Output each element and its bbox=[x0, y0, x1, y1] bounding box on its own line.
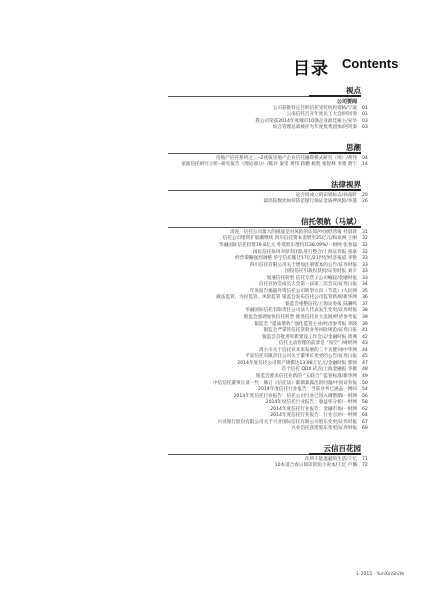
entry-page-number: 49 bbox=[362, 373, 368, 379]
entry-page-number: 69 bbox=[362, 426, 368, 432]
entry-page-number: 32 bbox=[362, 243, 368, 249]
entry-page-number: 32 bbox=[362, 249, 368, 255]
entry-page-number: 14 bbox=[362, 162, 368, 168]
entry-title: 信托业协会成员大会第一届第三次会议/证券日报 bbox=[258, 282, 357, 288]
entry-title: 公司获批特定目的信托受托机构资格/宁波 bbox=[272, 105, 357, 111]
entry-page-number: 01 bbox=[362, 105, 368, 111]
entry-page-number: 31 bbox=[362, 229, 368, 235]
entry-page-number: 26 bbox=[362, 199, 368, 205]
entry-page-number: 33 bbox=[362, 262, 368, 268]
entry-title: 你所不能逃避的生活/王忆 bbox=[304, 456, 357, 462]
entry-title: 综合管理总部被评为年度优秀团体/阿风奏 bbox=[272, 125, 357, 131]
entry-page-number: 72 bbox=[362, 463, 368, 469]
entry-title: 做法监管，为民监管，风险监管 银监会发布信托公司监管新规/新华网 bbox=[216, 295, 357, 301]
entry-page-number: 44 bbox=[362, 347, 368, 353]
entry-page-number: 41 bbox=[362, 328, 368, 334]
entry-title: 银监会重整信托/上海证券报 陆澜鸣 bbox=[285, 301, 357, 307]
entry-page-number: 54 bbox=[362, 387, 368, 393]
page-footer: 1-2015 · YunXinShiYe bbox=[356, 572, 405, 577]
toc-section bbox=[0, 217, 433, 433]
toc-header bbox=[0, 50, 433, 80]
entry-title: 最高院数处如何防范银行保证金质押风险/李蔓 bbox=[263, 199, 357, 205]
entry-page-number: 64 bbox=[362, 413, 368, 419]
entry-title: 10本适合春日阅读的短小说本/王忆 卢璐 bbox=[274, 463, 357, 469]
entry-page-number: 56 bbox=[362, 393, 368, 399]
entry-page-number: 45 bbox=[362, 354, 368, 360]
entry-page-number: 33 bbox=[362, 269, 368, 275]
entry-title: 周小川关于信托业未来发展的三个关键词/中华网 bbox=[258, 347, 357, 353]
entry-title: 2014年度信托行业报告：金融市场/一财网 bbox=[270, 406, 357, 412]
entry-title: 四川信托有限公司关于增加注册资本的公告/证券时报 bbox=[249, 262, 357, 268]
section-title: 云信百花园 bbox=[323, 443, 361, 453]
title-english: Contents bbox=[342, 56, 399, 71]
entry-title: 2014年度信托行业报告：信托公司行业已进入调整期/一财网 bbox=[233, 393, 357, 399]
entry-title: 银监会强调加快信托转型 推进信托业大发展/经济参考报 bbox=[243, 315, 357, 321]
entry-title: 国投信托引战投获批/证券时报 刘辛 bbox=[285, 269, 357, 275]
entry-title: 加速信托转型 信托专营子公司崛起/金融时报 bbox=[266, 275, 357, 281]
entry-page-number: 35 bbox=[362, 288, 368, 294]
entry-page-number: 67 bbox=[362, 419, 368, 425]
entry-page-number: 33 bbox=[362, 256, 368, 262]
entry-page-number: 71 bbox=[362, 456, 368, 462]
entry-page-number: 47 bbox=[362, 360, 368, 366]
entry-page-number: 50 bbox=[362, 380, 368, 386]
toc-entry[interactable] bbox=[0, 125, 433, 132]
entry-title: 国民信托拟再对原有团队进行整合/上海证券报 张豪 bbox=[252, 249, 357, 255]
toc-entry[interactable] bbox=[0, 199, 433, 206]
entry-page-number: 04 bbox=[362, 155, 368, 161]
table-of-contents bbox=[0, 86, 433, 481]
entry-title: 我公司荣获2014年度城市10强企业最佳雇主/宋华 bbox=[255, 118, 357, 124]
section-title: 视点 bbox=[346, 86, 361, 95]
entry-title: 清查，信托公司最大的挑战是对风险的认知/中国经营报 杜晨晨 bbox=[229, 229, 357, 235]
entry-page-number: 38 bbox=[362, 308, 368, 314]
toc-section bbox=[0, 86, 433, 132]
entry-page-number: 20 bbox=[362, 192, 368, 198]
entry-page-number: 42 bbox=[362, 334, 368, 340]
entry-title: 2014年度信托行业报告：行业点评/一财网 bbox=[270, 413, 357, 419]
section-divider bbox=[168, 190, 361, 191]
entry-title: 银监会严掌管信托贷款业务风险规范/证券日报 bbox=[263, 328, 357, 334]
toc-section bbox=[0, 143, 433, 169]
entry-title: 论合同成立的识别标志/孙南昕 bbox=[295, 192, 357, 198]
entry-title: 2014年度信托行业报告：收益率分析/一财网 bbox=[265, 400, 357, 406]
toc-section bbox=[0, 180, 433, 206]
entry-page-number: 03 bbox=[362, 118, 368, 124]
entry-title: 银监会首批进军新建设工作会议/金融时报 周燕 bbox=[262, 334, 357, 340]
section-divider bbox=[168, 96, 361, 97]
entry-title: 银监会 “提质增效” 强化监管主业/经济参考报 李晓 bbox=[254, 321, 357, 327]
entry-title: 信托主动管理的前景是 “真空” /财经网 bbox=[278, 341, 357, 347]
entry-page-number: 43 bbox=[362, 341, 368, 347]
entry-title: 兴业信托获批股东变更/证券时报 bbox=[291, 426, 357, 432]
entry-title: 华融国际信托有限责任公司法人代表发生变更/证券时报 bbox=[245, 308, 357, 314]
entry-title: 信托公司增资扩股潮继续 四川信托资本金增至25亿元/和讯网 王刚 bbox=[222, 236, 357, 242]
entry-page-number: 01 bbox=[362, 112, 368, 118]
toc-entry[interactable] bbox=[0, 426, 433, 433]
section-title: 法律视界 bbox=[331, 179, 361, 189]
entry-title: 房地产信托系列之三--2优质房地产企业信托融资模式研究（续）/黄伟 bbox=[215, 155, 357, 161]
entry-title: 年度报告揭露外资信托公司转型方向（节选）/人民网 bbox=[249, 288, 357, 294]
entry-page-number: 39 bbox=[362, 315, 368, 321]
entry-page-number: 36 bbox=[362, 295, 368, 301]
entry-title: 兴业银行股份有限公司关于兴业国际信托有限公司股东变更/证券时报 bbox=[217, 419, 357, 425]
entry-title: 经营策略强烈调整 华宝信托搬迁17亿/21世纪经济报道 李艳 bbox=[235, 256, 357, 262]
entry-page-number: 62 bbox=[362, 406, 368, 412]
entry-title: 中信信托董事长谈一些：修订《信托法》渐渐暴露出的问题/中国证券报 bbox=[213, 380, 357, 386]
section-divider bbox=[168, 153, 361, 154]
toc-entry[interactable] bbox=[0, 162, 433, 169]
toc-section bbox=[0, 444, 433, 470]
toc-entry[interactable] bbox=[0, 463, 433, 470]
title-chinese: 目录 bbox=[293, 59, 329, 79]
entry-title: 2014年度信托公司资产规模达13.98万亿元/金融时报 郭强 bbox=[237, 360, 357, 366]
entry-page-number: 34 bbox=[362, 282, 368, 288]
entry-page-number: 03 bbox=[362, 125, 368, 131]
entry-page-number: 32 bbox=[362, 236, 368, 242]
entry-title: 家族信托研究小组--研究报告（理论部分）/陈玲 秦雯 黄伟 蒋鹏 杨凯 张煜林 李蔓 黄宁 bbox=[181, 162, 357, 168]
entry-page-number: 33 bbox=[362, 275, 368, 281]
entry-page-number: 37 bbox=[362, 301, 368, 307]
entry-title: 首个信托 QDII 试点/上海金融报 李薇 bbox=[281, 367, 357, 373]
section-divider bbox=[168, 227, 361, 228]
entry-page-number: 48 bbox=[362, 367, 368, 373]
entry-title: 银监会要求信托业新的 “五联合” 监管标准/新华网 bbox=[255, 373, 357, 379]
section-divider bbox=[168, 454, 361, 455]
entry-page-number: 39 bbox=[362, 321, 368, 327]
entry-title: 公司要闻 bbox=[336, 99, 357, 105]
entry-page-number: 58 bbox=[362, 400, 368, 406]
section-title: 信托领航（马斌） bbox=[301, 216, 361, 226]
entry-title: 云南信托召开年度员工大会/阿风奏 bbox=[286, 112, 357, 118]
section-title: 思潮 bbox=[346, 142, 361, 152]
entry-title: 平安信托有限责任公司关于董事长变更的公告/证券日报 bbox=[245, 354, 357, 360]
entry-title: 华融国际信托投资19.8亿元 外资股东增持其38.09%/一财网 张春磊 bbox=[219, 243, 357, 249]
entry-title: 2014年度信托行业报告：当前业务已涵盖一网同 bbox=[258, 387, 357, 393]
